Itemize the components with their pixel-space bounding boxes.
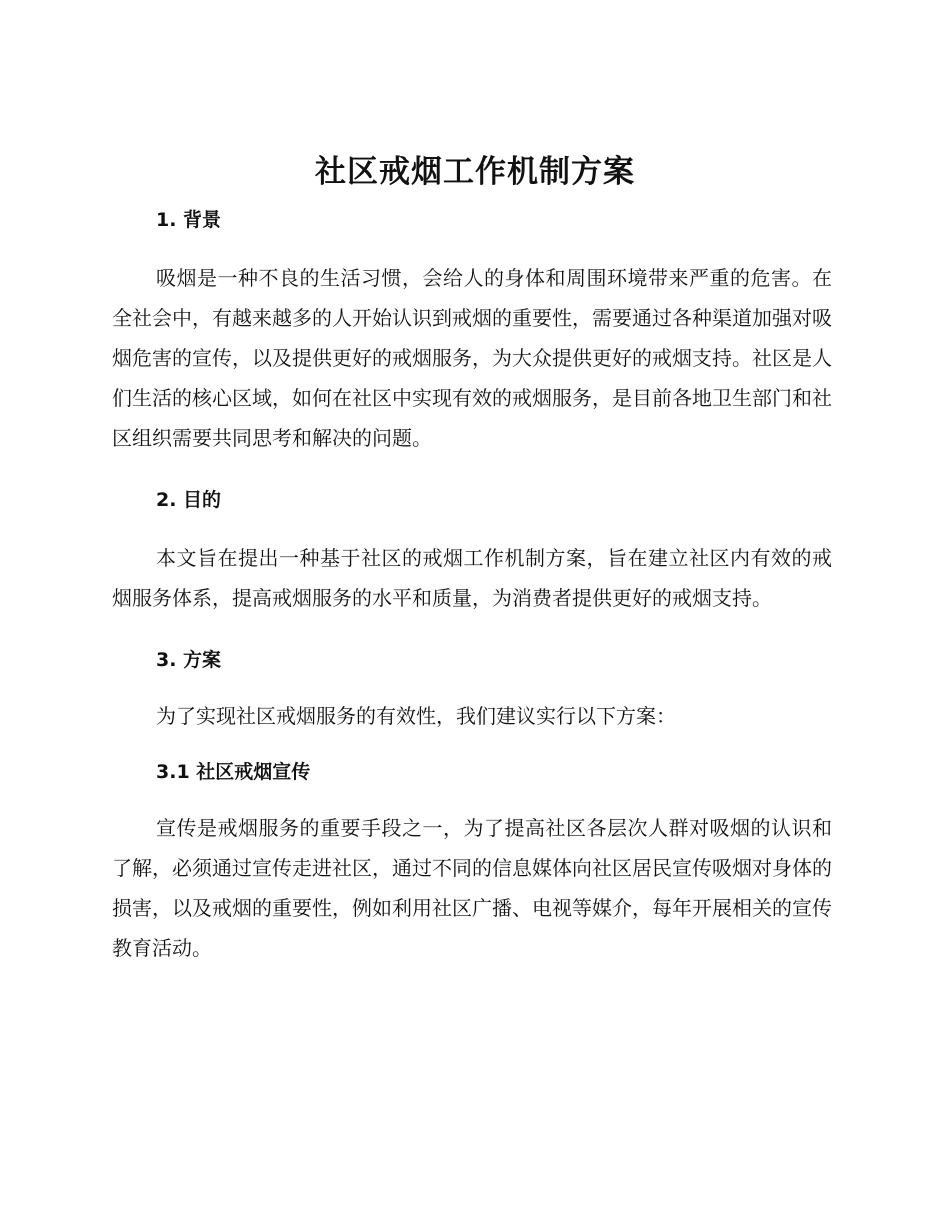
section-heading-plan: 3. 方案 [156,649,222,671]
document-title: 社区戒烟工作机制方案 [315,154,635,190]
section-heading-purpose: 2. 目的 [156,489,222,511]
section-paragraph-purpose: 本文旨在提出一种基于社区的戒烟工作机制方案，旨在建立社区内有效的戒烟服务体系，提高戒烟服务的水平和质量，为消费者提供更好的戒烟支持。 [112,546,832,610]
section-paragraph-plan: 为了实现社区戒烟服务的有效性，我们建议实行以下方案： [156,704,676,728]
section-heading-background: 1. 背景 [156,209,222,231]
section-heading-community-publicity: 3.1 社区戒烟宣传 [156,761,311,783]
section-paragraph-background: 吸烟是一种不良的生活习惯，会给人的身体和周围环境带来严重的危害。在全社会中，有越来越多的人开始认识到戒烟的重要性，需要通过各种渠道加强对吸烟危害的宣传，以及提供更好的戒烟服务，为大众提供更好的戒烟支持。社区是人们生活的核心区域，如何在社区中实现有效的戒烟服务，是目前各地卫生部门和社区组织需要共同思考和解决的问题。 [112,266,832,450]
document-body [112,198,832,968]
section-paragraph-community-publicity: 宣传是戒烟服务的重要手段之一，为了提高社区各层次人群对吸烟的认识和了解，必须通过宣传走进社区，通过不同的信息媒体向社区居民宣传吸烟对身体的损害，以及戒烟的重要性，例如利用社区广播、电视等媒介，每年开展相关的宣传教育活动。 [112,816,832,960]
